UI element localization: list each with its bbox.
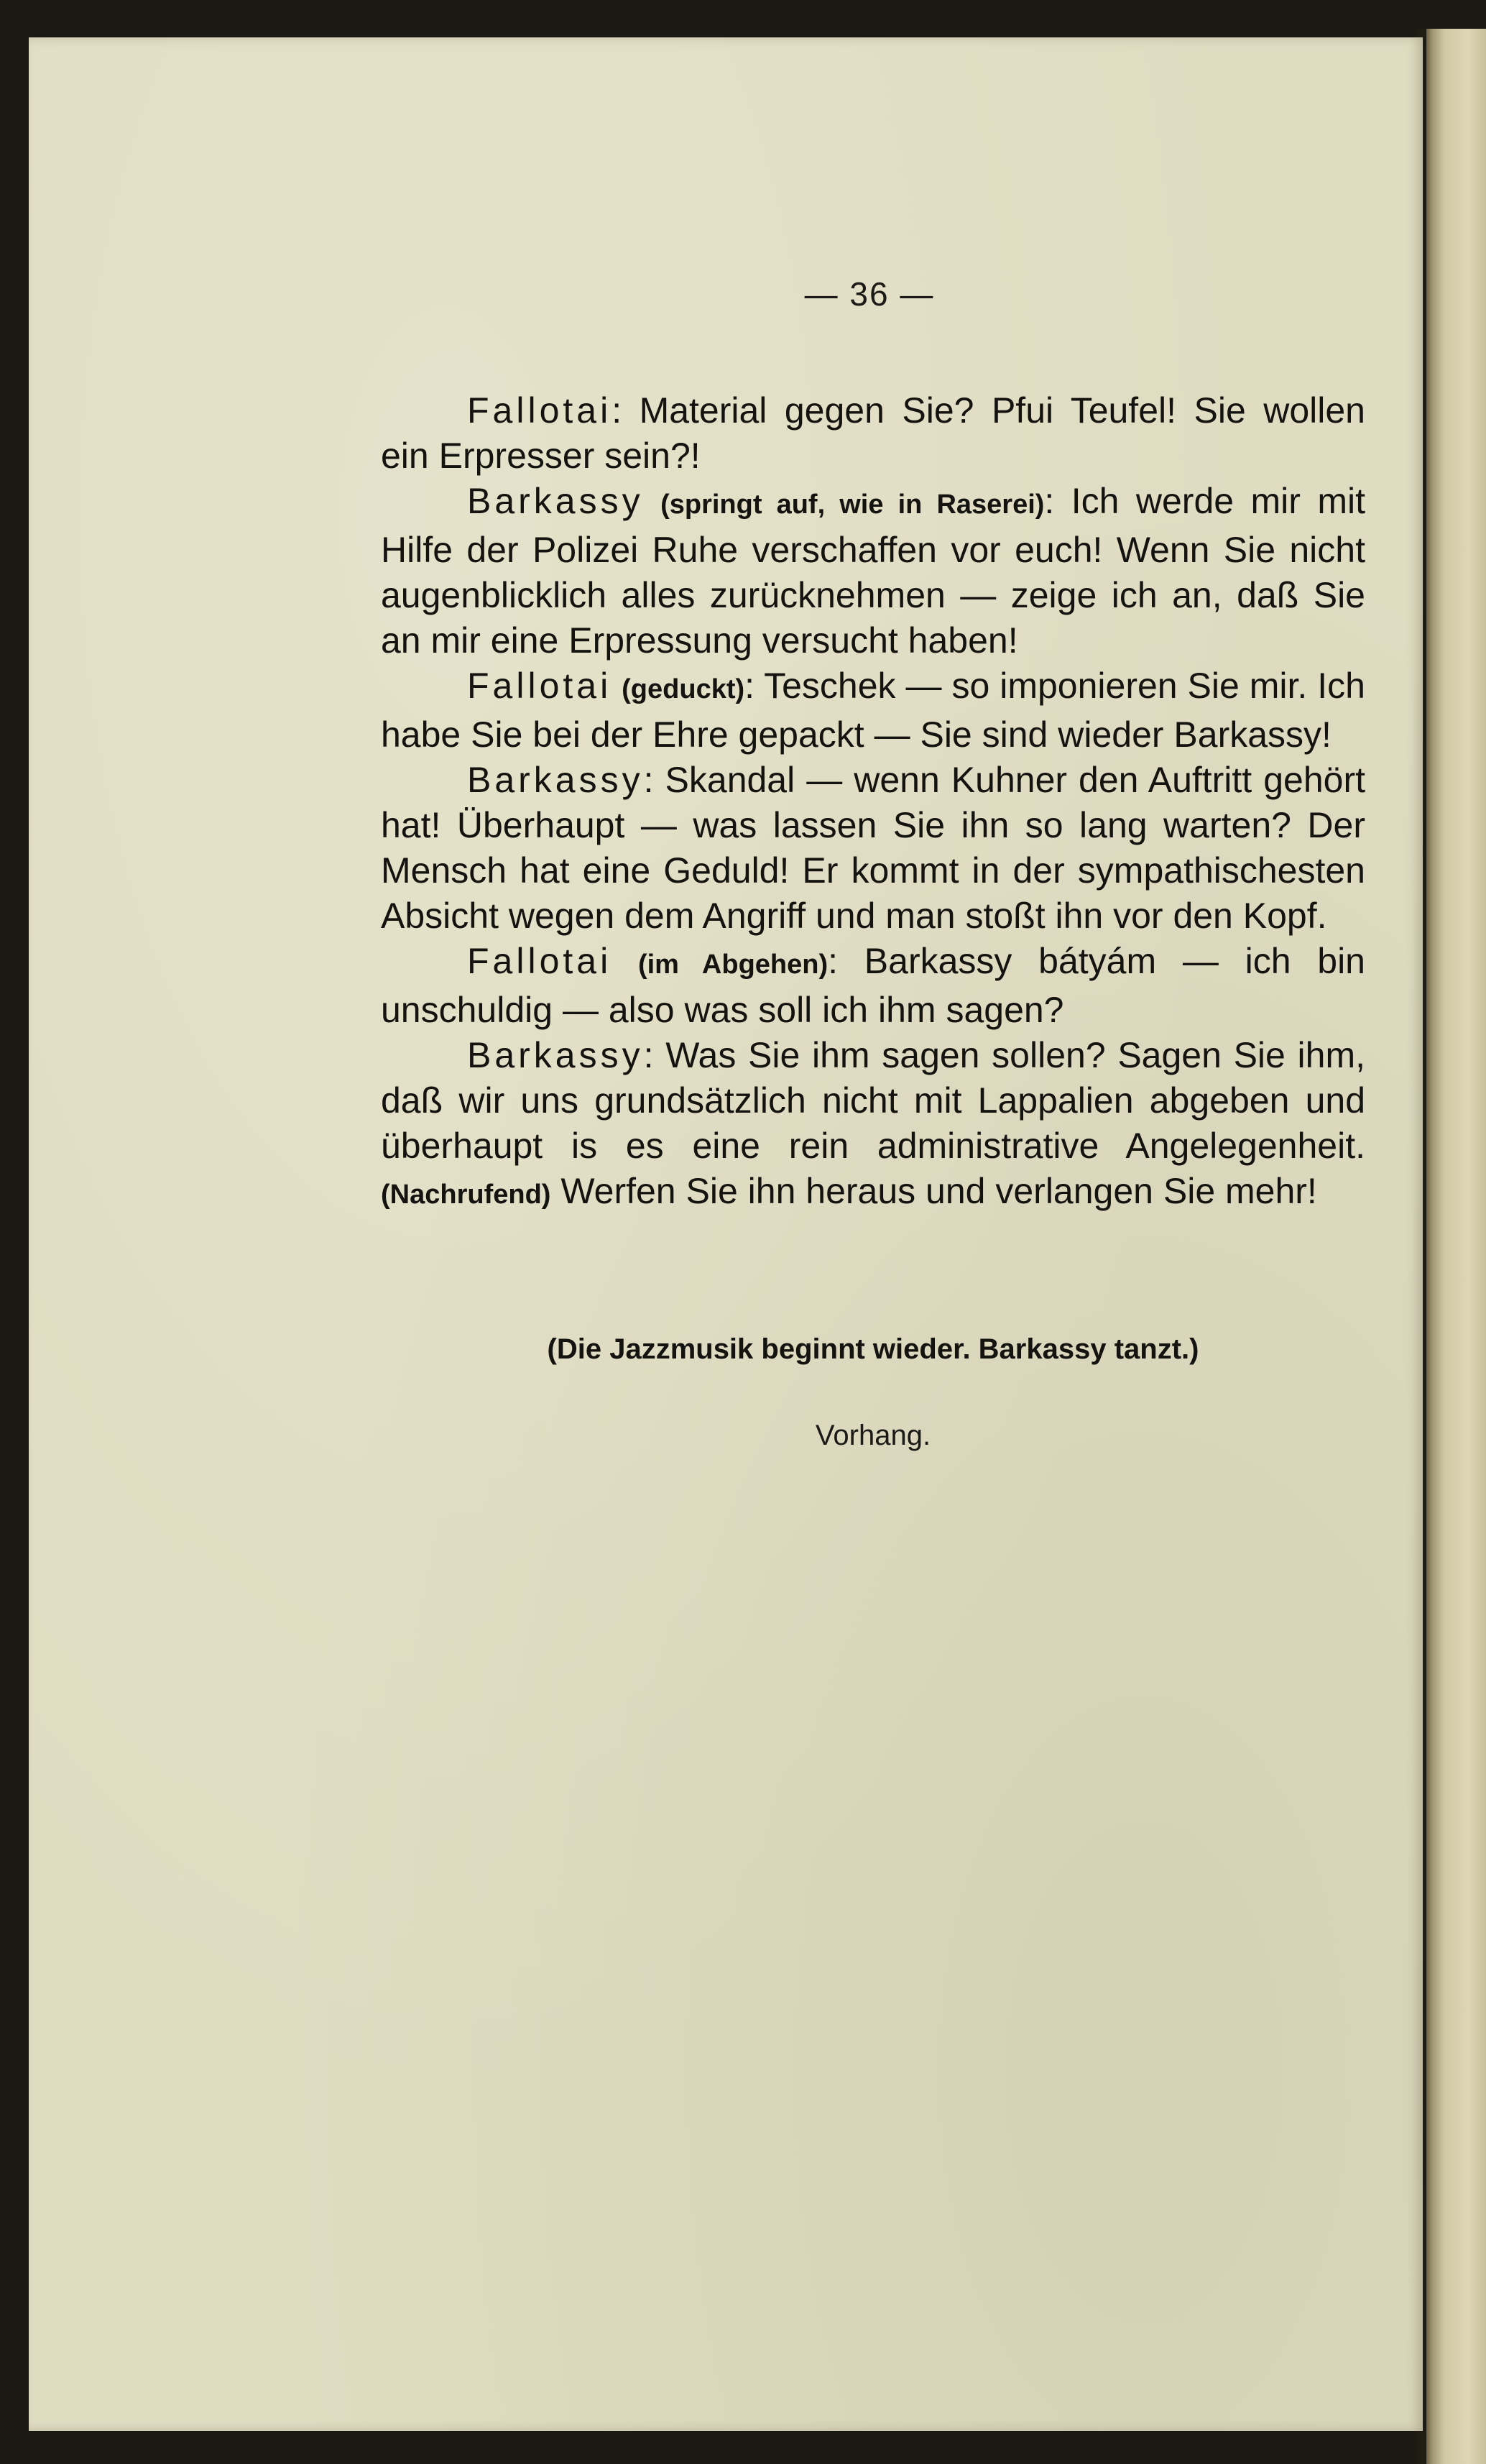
stage-direction: (springt auf, wie in Raserei) <box>660 489 1045 520</box>
dialogue-line: Ich werde mir mit Hilfe der Polizei Ruhe verschaffen vor euch! Wenn Sie nicht augenblicklich alles zurücknehmen — zeige ich an, daß Sie an mir eine Erpressung versucht haben! <box>381 481 1365 661</box>
dialogue-line: Skandal — wenn Kuhner den Auftritt gehört hat! Überhaupt — was lassen Sie ihn so lang warten? Der Mensch hat eine Geduld! Er kommt in der sympathischesten Absicht wegen dem Angriff und man stoßt ihn vor den Kopf. <box>381 760 1365 936</box>
next-page-edge <box>1426 29 1486 2464</box>
speaker-name: Barkassy <box>467 481 644 521</box>
speaker-name: Fallotai <box>467 666 612 706</box>
speaker-name: Fallotai <box>467 941 612 981</box>
closing-stage-direction: (Die Jazzmusik beginnt wieder. Barkassy tanzt.) <box>547 1333 1199 1365</box>
dialogue-line: Barkassy bátyám — ich bin unschuldig — also was soll ich ihm sagen? <box>381 941 1365 1030</box>
speaker-name: Fallotai <box>467 390 612 431</box>
dialogue-text <box>381 388 1365 1218</box>
stage-direction: (Nachrufend) <box>381 1180 551 1210</box>
dialogue-paragraph: Barkassy: Skandal — wenn Kuhner den Auftritt gehört hat! Überhaupt — was lassen Sie ihn so lang warten? Der Mensch hat eine Geduld! Er kommt in der sympathischesten Absicht wegen dem Angriff und man stoßt ihn vor den Kopf. <box>381 760 1365 936</box>
dialogue-paragraph: Fallotai (im Abgehen): Barkassy bátyám — ich bin unschuldig — also was soll ich ihm sagen? <box>381 941 1365 1030</box>
dialogue-line: Was Sie ihm sagen sollen? Sagen Sie ihm, daß wir uns grundsätzlich nicht mit Lappalien abgeben und überhaupt is es eine rein administrative Angelegenheit. <box>381 1035 1365 1166</box>
dialogue-paragraph: Barkassy (springt auf, wie in Raserei): Ich werde mir mit Hilfe der Polizei Ruhe verschaffen vor euch! Wenn Sie nicht augenblicklich alles zurücknehmen — zeige ich an, daß Sie an mir eine Erpressung versucht haben! <box>381 481 1365 661</box>
stage-direction: (im Abgehen) <box>637 950 829 980</box>
dialogue-line: Werfen Sie ihn heraus und verlangen Sie mehr! <box>560 1171 1317 1211</box>
dialogue-line: Teschek — so imponieren Sie mir. Ich habe Sie bei der Ehre gepackt — Sie sind wieder Barkassy! <box>381 666 1365 755</box>
page-number: — 36 — <box>804 275 935 313</box>
curtain-line: Vorhang. <box>815 1420 931 1451</box>
speaker-name: Barkassy <box>467 760 644 800</box>
dialogue-paragraph: Fallotai (geduckt): Teschek — so imponieren Sie mir. Ich habe Sie bei der Ehre gepackt — Sie sind wieder Barkassy! <box>381 666 1365 755</box>
speaker-name: Barkassy <box>467 1035 644 1075</box>
dialogue-line: Material gegen Sie? Pfui Teufel! Sie wollen ein Erpresser sein?! <box>381 390 1365 476</box>
dialogue-paragraph: Barkassy: Was Sie ihm sagen sollen? Sagen Sie ihm, daß wir uns grundsätzlich nicht mit Lappalien abgeben und überhaupt is es eine rein administrative Angelegenheit. (Nachrufend) Werfen Sie ihn heraus und verlangen Sie mehr! <box>381 1035 1365 1211</box>
stage-direction: (geduckt) <box>622 674 745 704</box>
dialogue-paragraph: Fallotai: Material gegen Sie? Pfui Teufel! Sie wollen ein Erpresser sein?! <box>381 390 1365 476</box>
